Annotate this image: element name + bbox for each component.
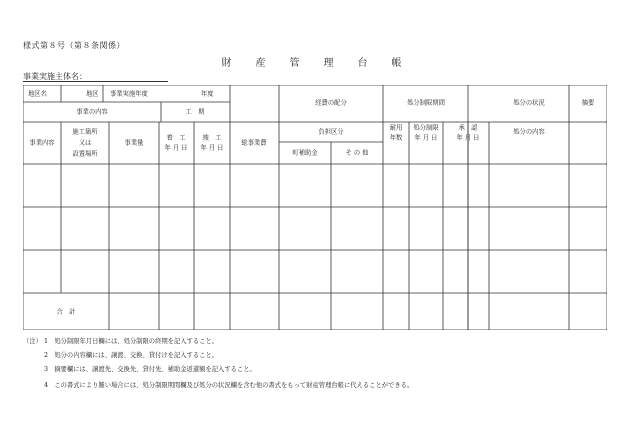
location-label-1: 施工箇所	[72, 128, 98, 136]
form-number: 様式第８号（第８条関係）	[23, 41, 125, 50]
note-item: 1 処分制限年月日欄には、処分制限の終期を記入すること。	[44, 338, 219, 345]
disposal-limit-period-label: 処分制限期間	[407, 99, 445, 107]
location-label-2: 又は	[78, 139, 92, 147]
district-label: 地区	[86, 90, 99, 98]
remarks-label: 摘要	[581, 99, 595, 107]
service-life-label-1: 耐用	[389, 124, 403, 132]
burden-category-label: 負担区分	[318, 128, 344, 136]
approval-date-label-1: 承 認	[458, 124, 478, 132]
note-item: 3 摘要欄には、譲渡先、交換先、貸付先、補助金返還額を記入すること。	[44, 366, 256, 373]
owner-underline	[23, 81, 168, 82]
notes-label: （注）	[23, 338, 42, 345]
project-content-label: 事業の内容	[76, 108, 108, 116]
fiscal-year-label: 事業実施年度	[110, 90, 148, 98]
other-label: そ の 他	[345, 149, 369, 157]
approval-date-label-2: 年 月 日	[456, 134, 480, 142]
end-date-label-1: 竣 工	[202, 134, 222, 142]
service-life-label-2: 年数	[389, 134, 403, 142]
expense-allocation-label: 経費の配分	[315, 99, 347, 107]
disposal-status-label: 処分の状況	[513, 99, 545, 107]
limit-date-label-1: 処分制限	[413, 124, 439, 132]
limit-date-label-2: 年 月 日	[414, 134, 438, 142]
location-label-3: 設置場所	[72, 150, 98, 158]
content-label: 事業内容	[29, 139, 55, 147]
construction-period-label: 工 期	[185, 108, 205, 116]
note-item: 4 この書式により難い場合には、処分制限期間欄及び処分の状況欄を含む他の書式をもって財産管理台帳に代えることができる。	[44, 382, 414, 389]
disposal-content-label: 処分の内容	[513, 128, 545, 136]
quantity-label: 事業量	[124, 139, 144, 147]
town-subsidy-label: 町補助金	[292, 149, 318, 157]
property-ledger-table	[23, 85, 607, 330]
total-row-label: 合 計	[56, 308, 76, 316]
year-suffix: 年度	[201, 90, 214, 98]
district-name-label: 地区名	[28, 90, 47, 98]
end-date-label-2: 年 月 日	[200, 144, 224, 152]
ledger-title: 財 産 管 理 台 帳	[221, 58, 409, 69]
total-cost-label: 総事業費	[241, 139, 267, 147]
owner-label: 事業実施主体名：	[23, 72, 87, 81]
grid-lines	[23, 85, 607, 330]
start-date-label-1: 着 工	[166, 134, 186, 142]
start-date-label-2: 年 月 日	[164, 144, 188, 152]
note-item: 2 処分の内容欄には、譲渡、交換、貸付けを記入すること。	[44, 352, 219, 359]
